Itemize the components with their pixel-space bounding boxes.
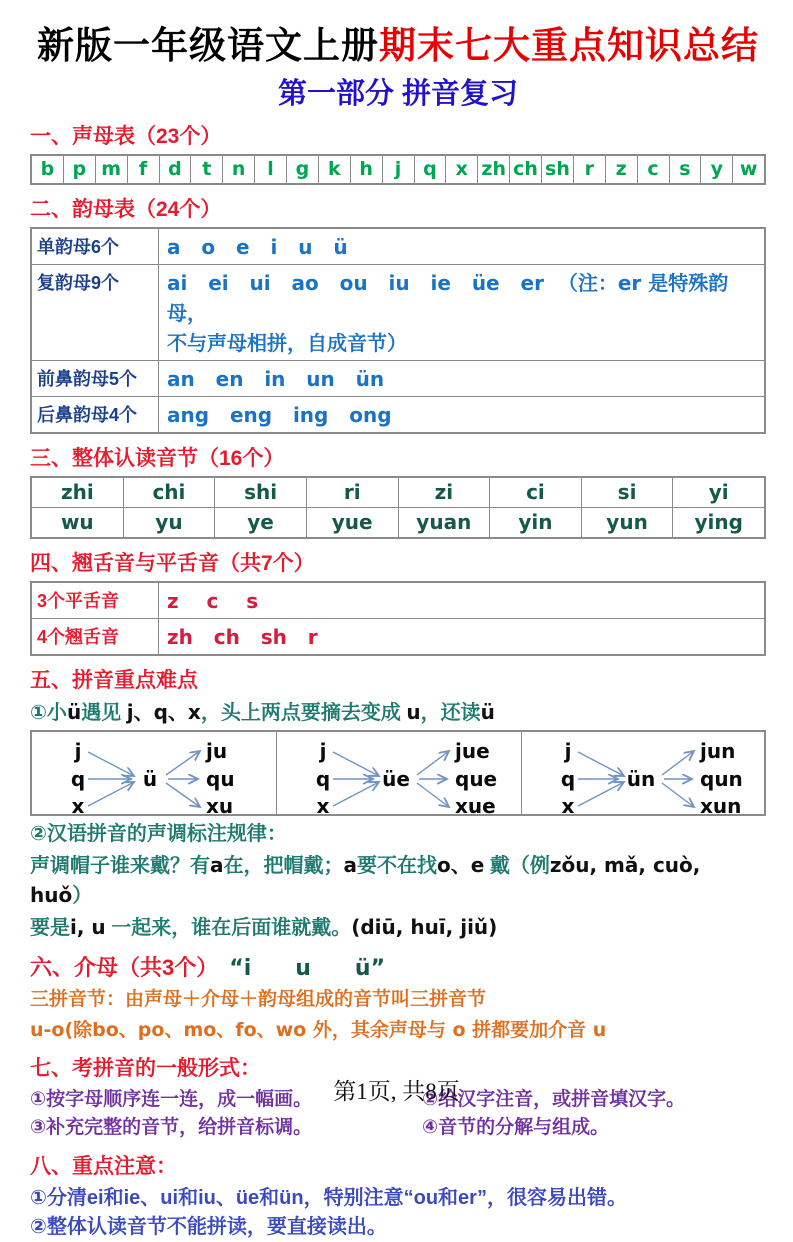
arrow-line xyxy=(88,752,134,776)
syllable-cell: yun xyxy=(581,508,673,537)
tone-rule-line-2 xyxy=(30,913,766,943)
row-label: 4个翘舌音 xyxy=(32,619,159,654)
initial-cell: m xyxy=(95,156,127,183)
uo-note: u-o(除bo、po、mo、fo、wo 外，其余声母与 o 拼都要加介音 u xyxy=(30,1018,607,1041)
initial-cell: w xyxy=(732,156,764,183)
text-segment: 要是 xyxy=(30,916,70,939)
text-segment: 遇见 xyxy=(81,701,127,724)
diagram-input: q xyxy=(560,766,576,791)
initial-cell: c xyxy=(637,156,669,183)
row-value: a o e i u ü xyxy=(167,234,348,259)
initial-cell: g xyxy=(286,156,318,183)
initial-cell: n xyxy=(222,156,254,183)
syllable-cell: yi xyxy=(672,478,764,507)
text-segment: 要不在找 xyxy=(357,854,437,877)
arrow-line xyxy=(417,783,449,807)
text-segment: ） xyxy=(72,884,93,907)
table-row xyxy=(32,618,764,654)
whole-syllables-table xyxy=(30,476,766,539)
diagram-input: x xyxy=(561,793,575,818)
initial-cell: y xyxy=(700,156,732,183)
diagram-output: qun xyxy=(700,766,743,791)
text-segment: 在，把帽戴； xyxy=(223,854,344,877)
table-row xyxy=(32,229,764,264)
tone-rule-line-1 xyxy=(30,851,766,911)
table-row xyxy=(32,507,764,537)
row-label: 后鼻韵母4个 xyxy=(32,397,159,432)
initial-cell: s xyxy=(669,156,701,183)
diagram-input: j xyxy=(74,738,82,763)
diagram-output: xue xyxy=(455,793,496,818)
initial-cell: sh xyxy=(541,156,573,183)
text-segment: ü xyxy=(480,699,495,724)
syllable-cell: yue xyxy=(306,508,398,537)
table-row xyxy=(32,583,764,618)
initial-cell: f xyxy=(127,156,159,183)
diagram-center: ün xyxy=(626,766,656,791)
jqx-diagram-ue xyxy=(276,732,521,818)
initial-cell: j xyxy=(382,156,414,183)
arrow-line xyxy=(333,752,379,776)
text-segment: ①小 xyxy=(30,701,67,724)
diagram-output: que xyxy=(455,766,498,791)
row-label: 3个平舌音 xyxy=(32,583,159,618)
syllable-cell: ying xyxy=(672,508,764,537)
text-segment: a xyxy=(210,852,224,877)
syllable-cell: yu xyxy=(123,508,215,537)
finals-line-1: ai ei ui ao ou iu ie üe er （注：er 是特殊韵母， xyxy=(167,270,729,325)
section-2-heading: 二、韵母表（24个） xyxy=(30,197,222,221)
text-segment: o、e xyxy=(437,852,485,877)
initial-cell: b xyxy=(40,157,55,180)
initial-cell: q xyxy=(414,156,446,183)
text-segment: ，头上两点要摘去变成 xyxy=(200,701,407,724)
row-label: 单韵母6个 xyxy=(32,229,159,264)
initial-cell: t xyxy=(190,156,222,183)
initials-table xyxy=(30,154,766,185)
title-black-part: 新版一年级语文上册 xyxy=(37,25,379,66)
text-segment: 声调帽子谁来戴？有 xyxy=(30,854,210,877)
section-5-heading: 五、拼音重点难点 xyxy=(30,668,198,692)
row-value: zh ch sh r xyxy=(167,624,318,649)
text-segment: zǒu, mǎ, cuò, huǒ xyxy=(30,852,701,907)
syllable-cell: si xyxy=(581,478,673,507)
syllable-cell: wu xyxy=(60,509,94,534)
arrow-line xyxy=(333,782,379,806)
syllable-cell: chi xyxy=(123,478,215,507)
list-item: ②给汉字注音，或拼音填汉字。 xyxy=(422,1088,686,1110)
row-value: an en in un ün xyxy=(167,366,385,391)
medial-letters: “i u ü” xyxy=(229,955,386,981)
row-value: z c s xyxy=(167,588,259,613)
diagram-input: x xyxy=(316,793,330,818)
text-segment: 戴（例 xyxy=(484,854,550,877)
text-segment: u xyxy=(406,699,421,724)
initial-cell: z xyxy=(605,156,637,183)
arrow-line xyxy=(662,783,694,807)
syllable-cell: ye xyxy=(214,508,306,537)
section-7-heading: 七、考拼音的一般形式： xyxy=(30,1056,261,1080)
list-item: ①按字母顺序连一连，成一幅画。 xyxy=(30,1088,313,1110)
syllable-cell: shi xyxy=(214,478,306,507)
tone-rule-heading: ②汉语拼音的声调标注规律： xyxy=(30,822,287,845)
jqx-diagram-box xyxy=(30,730,766,816)
section-4-heading: 四、翘舌音与平舌音（共7个） xyxy=(30,551,315,575)
text-segment: ，还读 xyxy=(420,701,481,724)
table-row xyxy=(32,396,764,432)
table-row xyxy=(32,360,764,396)
three-pin-note: 三拼音节：由声母＋介母＋韵母组成的音节叫三拼音节 xyxy=(30,988,487,1010)
arrow-line xyxy=(578,782,624,806)
initial-cell: x xyxy=(445,156,477,183)
initial-cell: h xyxy=(350,156,382,183)
text-segment: (diū, huī, jiǔ) xyxy=(351,914,498,939)
syllable-cell: zi xyxy=(398,478,490,507)
diagram-output: xu xyxy=(206,793,234,818)
jqx-diagram-un xyxy=(521,732,766,818)
initial-cell: k xyxy=(318,156,350,183)
finals-table xyxy=(30,227,766,434)
syllable-cell: yin xyxy=(489,508,581,537)
row-value xyxy=(159,265,764,360)
initial-cell: r xyxy=(573,156,605,183)
syllable-cell: yuan xyxy=(398,508,490,537)
diagram-output: jun xyxy=(700,738,736,763)
key-note-1: ①分清ei和ie、ui和iu、üe和ün，特别注意“ou和er”，很容易出错。 xyxy=(30,1186,627,1209)
text-segment: i, u xyxy=(70,914,106,939)
text-segment: 一起来，谁在后面谁就戴。 xyxy=(105,916,352,939)
text-segment: a xyxy=(343,852,357,877)
row-label: 复韵母9个 xyxy=(32,265,159,360)
section-6-heading xyxy=(30,951,766,982)
arrow-line xyxy=(166,783,200,807)
page-number: 第1页, 共8页 xyxy=(333,1079,460,1104)
row-label: 前鼻韵母5个 xyxy=(32,361,159,396)
diagram-output: xun xyxy=(700,793,742,818)
initial-cell: d xyxy=(159,156,191,183)
arrow-line xyxy=(578,752,624,776)
title-red-part: 期末七大重点知识总结 xyxy=(379,25,759,66)
row-value: ang eng ing ong xyxy=(167,402,392,427)
text-segment: j、q、x xyxy=(126,699,201,724)
arrow-line xyxy=(662,751,694,775)
page-subtitle: 第一部分 拼音复习 xyxy=(277,77,519,110)
rule-umlaut-line xyxy=(30,698,766,728)
diagram-center: üe xyxy=(382,766,410,791)
initial-cell: l xyxy=(254,156,286,183)
section-1-heading: 一、声母表（23个） xyxy=(30,124,222,148)
list-item: ③补充完整的音节，给拼音标调。 xyxy=(30,1116,313,1138)
diagram-input: j xyxy=(319,738,327,763)
diagram-output: ju xyxy=(206,738,228,763)
tongue-sounds-table xyxy=(30,581,766,656)
diagram-input: q xyxy=(315,766,331,791)
syllable-cell: ri xyxy=(306,478,398,507)
initial-cell: zh xyxy=(477,156,509,183)
initial-cell: p xyxy=(63,156,95,183)
table-row xyxy=(32,478,764,507)
initial-cell: ch xyxy=(509,156,541,183)
syllable-cell: zhi xyxy=(60,479,94,504)
diagram-output: jue xyxy=(455,738,490,763)
jqx-diagram-u xyxy=(32,732,276,818)
diagram-input: x xyxy=(71,793,85,818)
section-6-heading-text: 六、介母（共3个） xyxy=(30,954,208,980)
section-3-heading: 三、整体认读音节（16个） xyxy=(30,446,285,470)
diagram-input: q xyxy=(70,766,86,791)
arrow-line xyxy=(417,751,449,775)
syllable-cell: ci xyxy=(489,478,581,507)
diagram-output: qu xyxy=(206,766,235,791)
page-title xyxy=(30,24,766,68)
diagram-input: j xyxy=(564,738,572,763)
arrow-line xyxy=(166,751,200,775)
list-item: ④音节的分解与组成。 xyxy=(422,1116,610,1138)
finals-line-2: 不与声母相拼，自成音节） xyxy=(167,330,407,355)
arrow-line xyxy=(88,782,134,806)
diagram-center: ü xyxy=(142,766,158,791)
key-note-2: ②整体认读音节不能拼读，要直接读出。 xyxy=(30,1215,387,1238)
section-8-heading: 八、重点注意： xyxy=(30,1154,177,1178)
text-segment: ü xyxy=(66,699,82,724)
table-row xyxy=(32,264,764,360)
